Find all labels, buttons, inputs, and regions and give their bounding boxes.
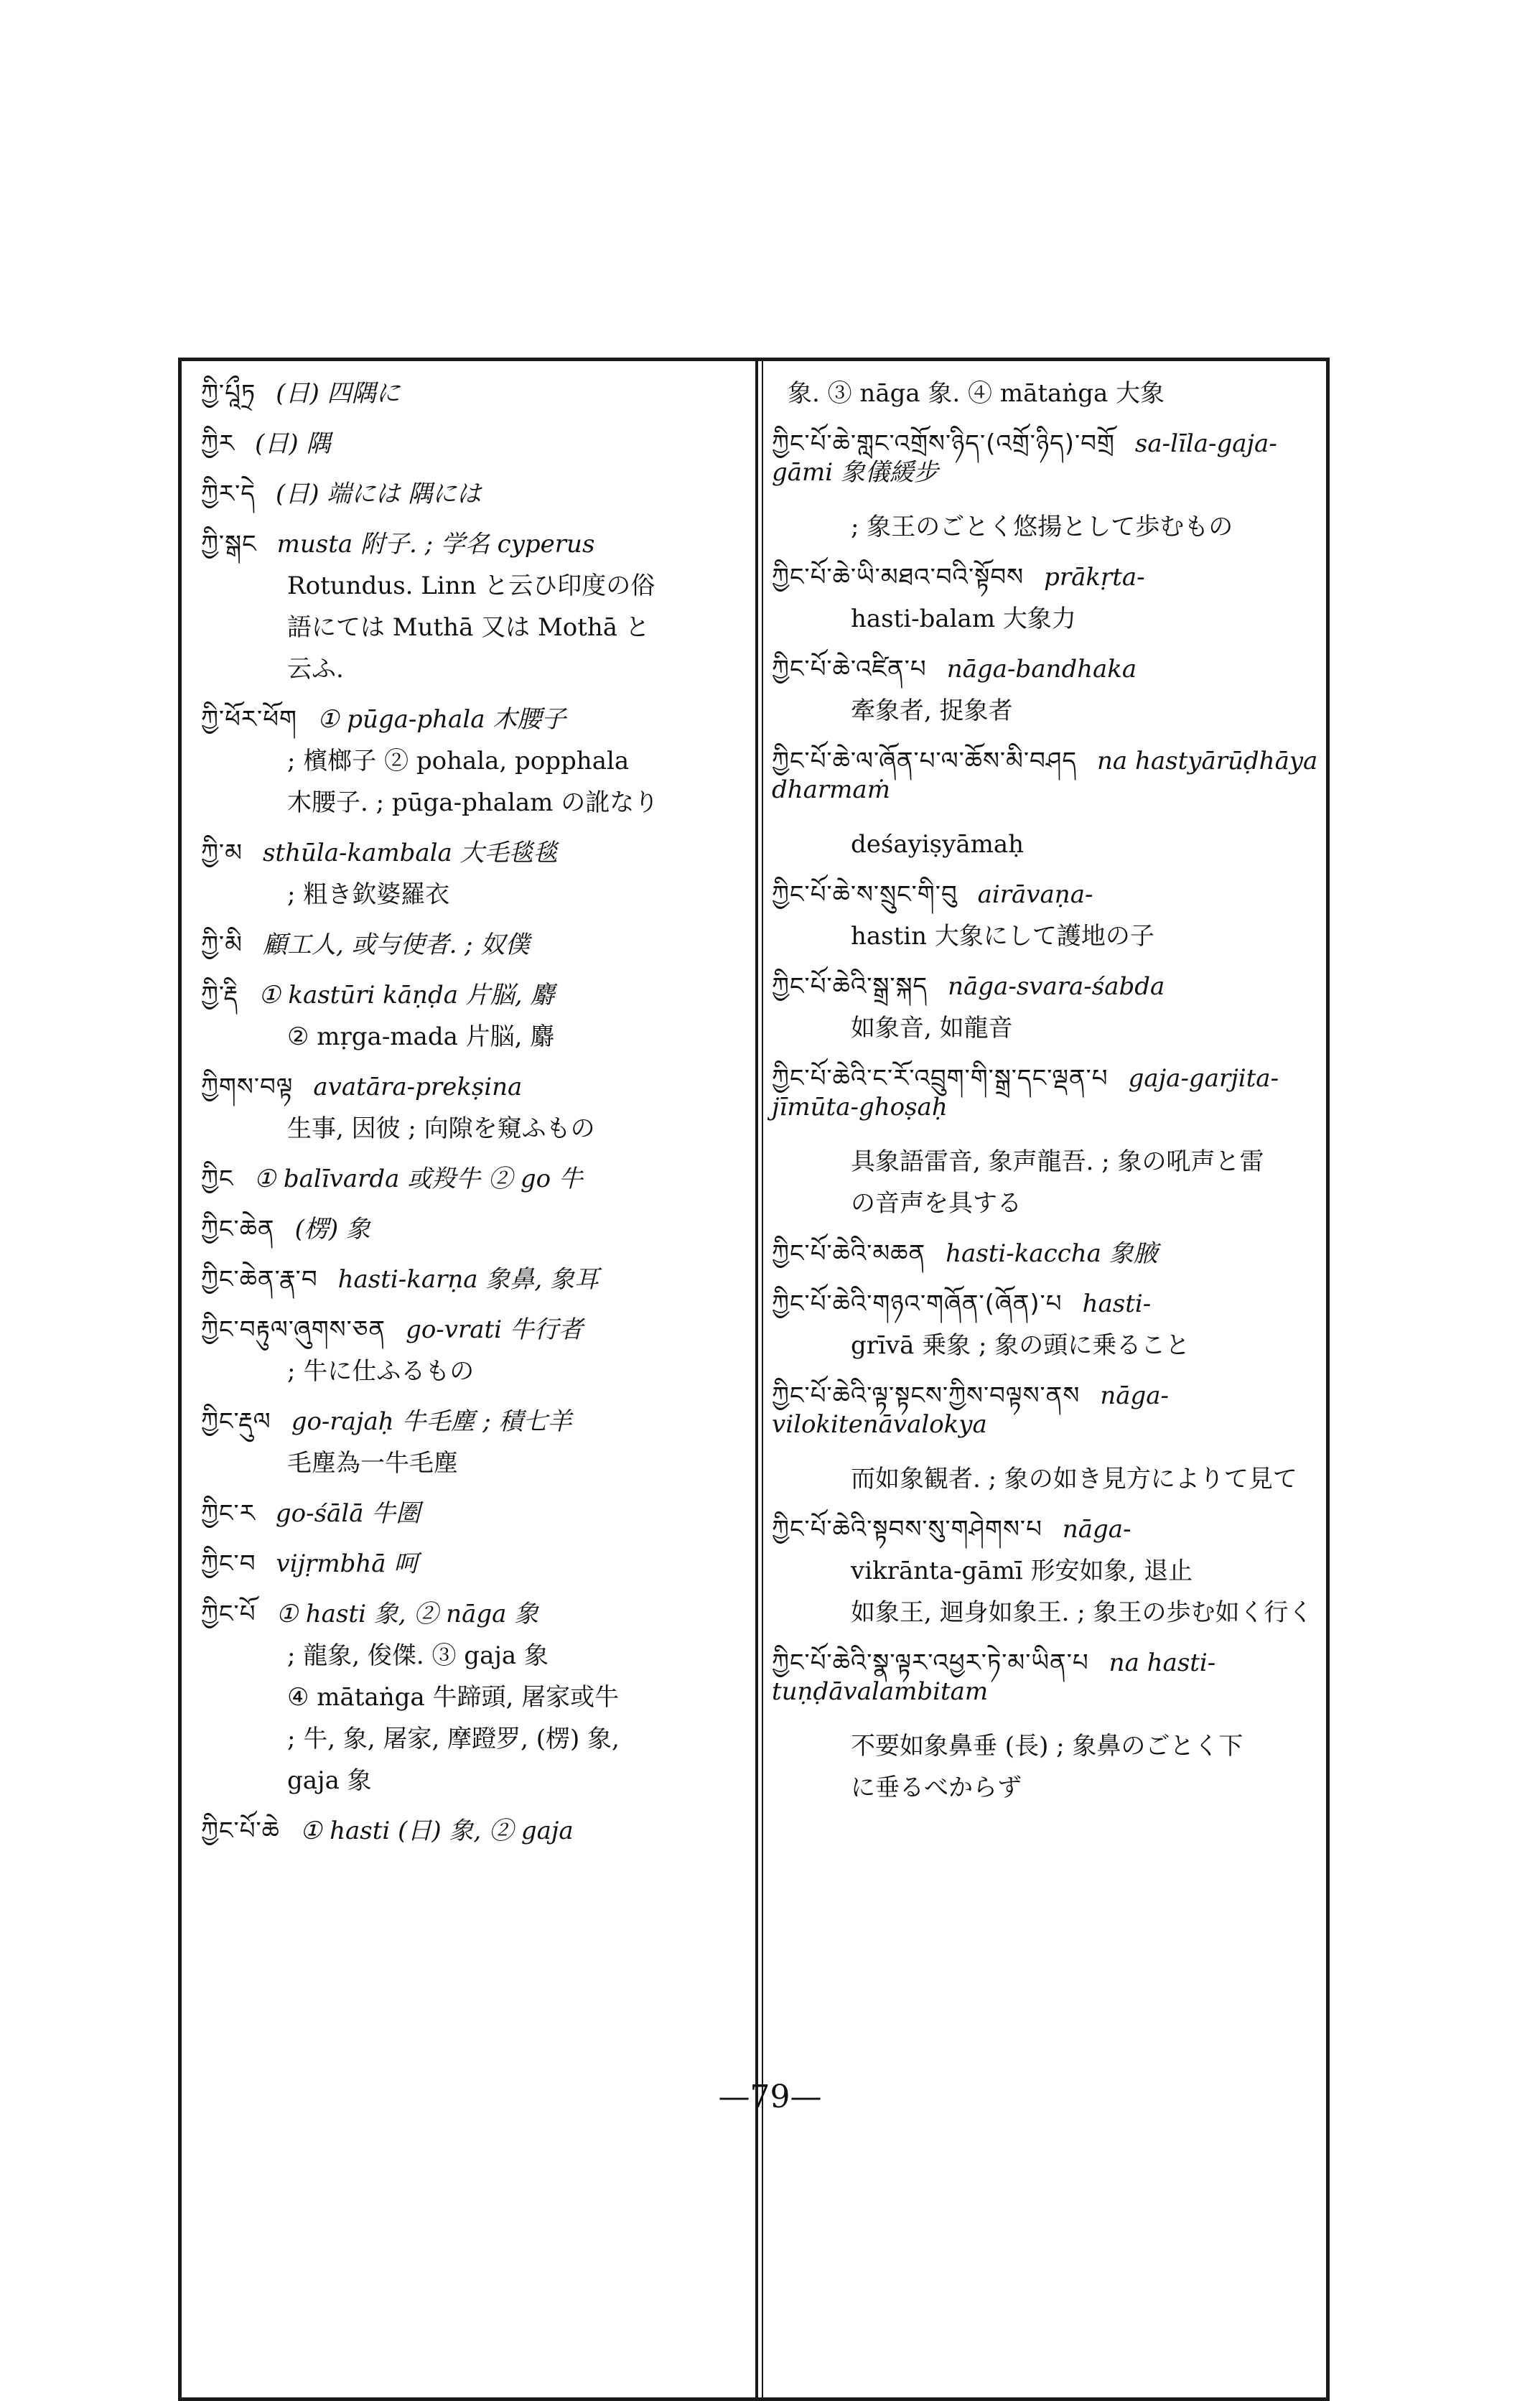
tibetan-headword: ཀྱིར xyxy=(201,429,235,458)
tibetan-headword: ཀྱིང་པོ་ཆེ་ས་སྲུང་གི་བུ xyxy=(772,880,958,909)
dictionary-entry xyxy=(201,480,481,508)
entry-continuation: ④ mātaṅga 牛蹄頭, 屠家或牛 xyxy=(287,1683,620,1712)
entry-continuation: 而如象観者. ; 象の如き見方によりて見て xyxy=(851,1465,1297,1493)
entry-definition: (日) 隅 xyxy=(255,429,331,458)
entry-definition: (日) 四隅に xyxy=(276,379,401,408)
entry-continuation: Rotundus. Linn と云ひ印度の俗 xyxy=(287,572,655,600)
dictionary-entry xyxy=(772,655,1137,684)
entry-definition: ① hasti (日) 象, ② gaja xyxy=(299,1817,574,1845)
page-number: —79— xyxy=(718,2079,822,2115)
entry-definition: musta 附子. ; 学名 cyperus xyxy=(276,530,595,559)
tibetan-headword: ཀྱིང་པོ་ཆེའི་སྟབས་སུ་གཤེགས་པ xyxy=(772,1515,1042,1544)
dictionary-entry xyxy=(201,530,594,559)
entry-definition: go-vrati 牛行者 xyxy=(406,1315,583,1344)
entry-continuation: ; 象王のごとく悠揚として歩むもの xyxy=(851,513,1233,541)
entry-definition: avatāra-prekṣina xyxy=(313,1073,523,1101)
tibetan-headword: ཀྱིང་པོ་ཆེ་ལ་ཞོན་པ་ལ་ཆོས་མི་བཤད xyxy=(772,747,1078,775)
tibetan-headword: ཀྱིང་པོ་ཆེའི་མཆན xyxy=(772,1239,926,1268)
dictionary-entry xyxy=(772,563,1145,592)
entry-continuation: の音声を具する xyxy=(851,1189,1022,1218)
dictionary-entry xyxy=(772,1239,1158,1268)
tibetan-headword: ཀྱིང་པོ་ཆེའི་གཉའ་གཞོན་(ཞོན)་པ xyxy=(772,1290,1063,1318)
entry-continuation: に垂るべからず xyxy=(851,1773,1022,1802)
entry-continuation: 具象語雷音, 象声龍吾. ; 象の吼声と雷 xyxy=(851,1147,1264,1176)
entry-definition: prākṛta- xyxy=(1044,563,1145,592)
entry-continuation: 如象音, 如龍音 xyxy=(851,1014,1013,1043)
dictionary-entry xyxy=(772,429,1325,487)
tibetan-headword: ཀྱི་པཱྀཏྲ xyxy=(201,379,256,408)
tibetan-headword: ཀྱིང་པོ xyxy=(201,1600,256,1628)
entry-continuation: 云ふ. xyxy=(287,655,344,684)
dictionary-entry xyxy=(201,1407,572,1436)
tibetan-headword: ཀྱིང་ཆེན xyxy=(201,1215,275,1244)
entry-continuation: 木腰子. ; pūga-phalam の訛なり xyxy=(287,788,659,817)
tibetan-headword: ཀྱིང་ར xyxy=(201,1499,256,1528)
dictionary-entry xyxy=(201,1073,522,1101)
tibetan-headword: ཀྱི་མ xyxy=(201,839,243,867)
entry-continuation: hasti-balam 大象力 xyxy=(851,605,1076,633)
entry-continuation: 牽象者, 捉象者 xyxy=(851,696,1013,725)
dictionary-entry xyxy=(201,1165,583,1193)
tibetan-headword: ཀྱིང་རྡུལ xyxy=(201,1407,271,1436)
entry-continuation: ② mṛga-mada 片脳, 麝 xyxy=(287,1022,555,1051)
tibetan-headword: ཀྱིང་བརྟུལ་ཞུགས་ཅན xyxy=(201,1315,386,1344)
entry-definition: ① kastūri kāṇḍa 片脳, 麝 xyxy=(258,981,555,1010)
entry-definition: ① pūga-phala 木腰子 xyxy=(317,705,566,734)
entry-definition: nāga- xyxy=(1062,1515,1131,1544)
tibetan-headword: ཀྱིང་པོ་ཆེའི་ལྟ་སྟངས་ཀྱིས་བལྟས་ནས xyxy=(772,1381,1081,1410)
dictionary-entry xyxy=(201,1817,574,1845)
entry-definition: vijṛmbhā 呵 xyxy=(276,1549,419,1578)
tibetan-headword: ཀྱིང་པོ་ཆེའི་སྒྲ་སྐད xyxy=(772,972,928,1001)
entry-continuation: 如象王, 迴身如象王. ; 象王の歩む如く行く xyxy=(851,1598,1313,1627)
dictionary-entry xyxy=(201,1600,538,1628)
dictionary-entry xyxy=(201,1499,420,1528)
entry-definition: 象. ③ nāga 象. ④ mātaṅga 大象 xyxy=(788,379,1165,408)
dictionary-entry xyxy=(201,1215,370,1244)
entry-definition: ① hasti 象, ② nāga 象 xyxy=(276,1600,539,1628)
tibetan-headword: ཀྱིང་པོ་ཆེ་གླང་འགྲོས་ཉིད་(འགྲོ་ཉིད)་བགྲོ xyxy=(772,429,1115,458)
dictionary-entry xyxy=(201,1265,599,1294)
entry-continuation: vikrānta-gāmī 形安如象, 退止 xyxy=(851,1557,1193,1585)
entry-definition: nāga-vilokitenāvalokya xyxy=(772,1381,1170,1439)
entry-definition: ① balīvarda 或羖牛 ② go 牛 xyxy=(253,1165,583,1193)
dictionary-entry xyxy=(772,747,1325,804)
entry-definition: airāvaṇa- xyxy=(977,880,1093,909)
entry-definition: (楞) 象 xyxy=(294,1215,370,1244)
dictionary-entry xyxy=(201,705,566,734)
dictionary-entry xyxy=(201,1315,583,1344)
entry-continuation: 毛塵為一牛毛塵 xyxy=(287,1449,458,1478)
tibetan-headword: ཀྱིང་པོ་ཆེ་འཛིན་པ xyxy=(772,655,927,684)
dictionary-entry xyxy=(772,1290,1151,1318)
dictionary-entry xyxy=(201,1549,418,1578)
tibetan-headword: ཀྱིགས་བལྟ xyxy=(201,1073,294,1101)
dictionary-entry xyxy=(772,1515,1131,1544)
entry-definition: (日) 端には 隅には xyxy=(275,480,482,508)
entry-continuation: 不要如象鼻垂 (長) ; 象鼻のごとく下 xyxy=(851,1732,1243,1761)
entry-definition: go-rajaḥ 牛毛塵 ; 積七羊 xyxy=(291,1407,572,1436)
tibetan-headword: ཀྱིང་པོ་ཆེའི་ང་རོ་འབྲུག་གི་སྒྲ་དང་ལྡན་པ xyxy=(772,1064,1109,1093)
tibetan-headword: ཀྱི་རྡི xyxy=(201,981,239,1010)
entry-definition: gaja-garjita-jīmūta-ghoṣaḥ xyxy=(772,1064,1279,1122)
tibetan-headword: ཀྱིང་པོ་ཆེའི་སྣ་ལྟར་འཕྱར་ཏེ་མ་ཡིན་པ xyxy=(772,1649,1089,1677)
entry-definition: sa-līla-gaja-gāmi 象儀緩步 xyxy=(772,429,1277,487)
entry-continuation: ; 牛, 象, 屠家, 摩蹬罗, (楞) 象, xyxy=(287,1725,620,1753)
entry-definition: na hasti-tuṇḍāvalambitam xyxy=(772,1649,1216,1706)
tibetan-headword: ཀྱི་ཕོར་ཕོག xyxy=(201,705,297,734)
entry-continuation: ; 粗き欽婆羅衣 xyxy=(287,880,450,909)
tibetan-headword: ཀྱིང་ཆེན་རྣ་བ xyxy=(201,1265,318,1294)
entry-definition: hasti- xyxy=(1082,1290,1152,1318)
entry-continuation: grīvā 乗象 ; 象の頭に乗ること xyxy=(851,1331,1190,1360)
tibetan-headword: ཀྱིང་པོ་ཆེ xyxy=(201,1817,280,1845)
entry-continuation: 語にては Muthā 又は Mothā と xyxy=(287,613,650,642)
entry-definition: hasti-kaccha 象腋 xyxy=(946,1239,1158,1268)
entry-definition: hasti-karṇa 象鼻, 象耳 xyxy=(337,1265,599,1294)
tibetan-headword: ཀྱི་མི xyxy=(201,931,243,959)
dictionary-entry xyxy=(201,839,558,867)
entry-continuation: ; 牛に仕ふるもの xyxy=(287,1357,475,1386)
entry-continuation: gaja 象 xyxy=(287,1766,372,1795)
dictionary-entry xyxy=(201,981,554,1010)
entry-definition: nāga-svara-śabda xyxy=(948,972,1165,1001)
dictionary-entry xyxy=(201,429,330,458)
entry-continuation: deśayiṣyāmaḥ xyxy=(851,830,1025,859)
tibetan-headword: ཀྱི་སྒང xyxy=(201,530,257,559)
dictionary-entry xyxy=(772,1064,1325,1122)
dictionary-entry xyxy=(201,379,401,408)
entry-continuation: 生事, 因彼 ; 向隙を窺ふもの xyxy=(287,1114,595,1143)
entry-continuation: hastin 大象にして護地の子 xyxy=(851,922,1154,951)
entry-continuation: ; 龍象, 俊傑. ③ gaja 象 xyxy=(287,1641,549,1670)
tibetan-headword: ཀྱིང་པོ་ཆེ་ཡི་མཐའ་བའི་སྟོབས xyxy=(772,563,1025,592)
dictionary-entry xyxy=(772,1649,1325,1706)
dictionary-entry xyxy=(201,931,529,959)
dictionary-entry xyxy=(772,379,1165,408)
entry-definition: nāga-bandhaka xyxy=(946,655,1137,684)
entry-definition: go-śālā 牛圏 xyxy=(275,1499,421,1528)
dictionary-entry xyxy=(772,1381,1325,1439)
tibetan-headword: ཀྱིང་བ xyxy=(201,1549,256,1578)
tibetan-headword: ཀྱིར་དེ xyxy=(201,480,256,508)
dictionary-entry xyxy=(772,972,1165,1001)
entry-definition: na hastyārūḍhāya dharmaṁ xyxy=(772,747,1318,804)
entry-continuation: ; 檳榔子 ② pohala, popphala xyxy=(287,747,630,775)
tibetan-headword: ཀྱིང xyxy=(201,1165,234,1193)
entry-definition: sthūla-kambala 大毛毯毯 xyxy=(262,839,558,867)
entry-definition: 顧工人, 或与使者. ; 奴僕 xyxy=(262,931,530,959)
dictionary-entry xyxy=(772,880,1093,909)
